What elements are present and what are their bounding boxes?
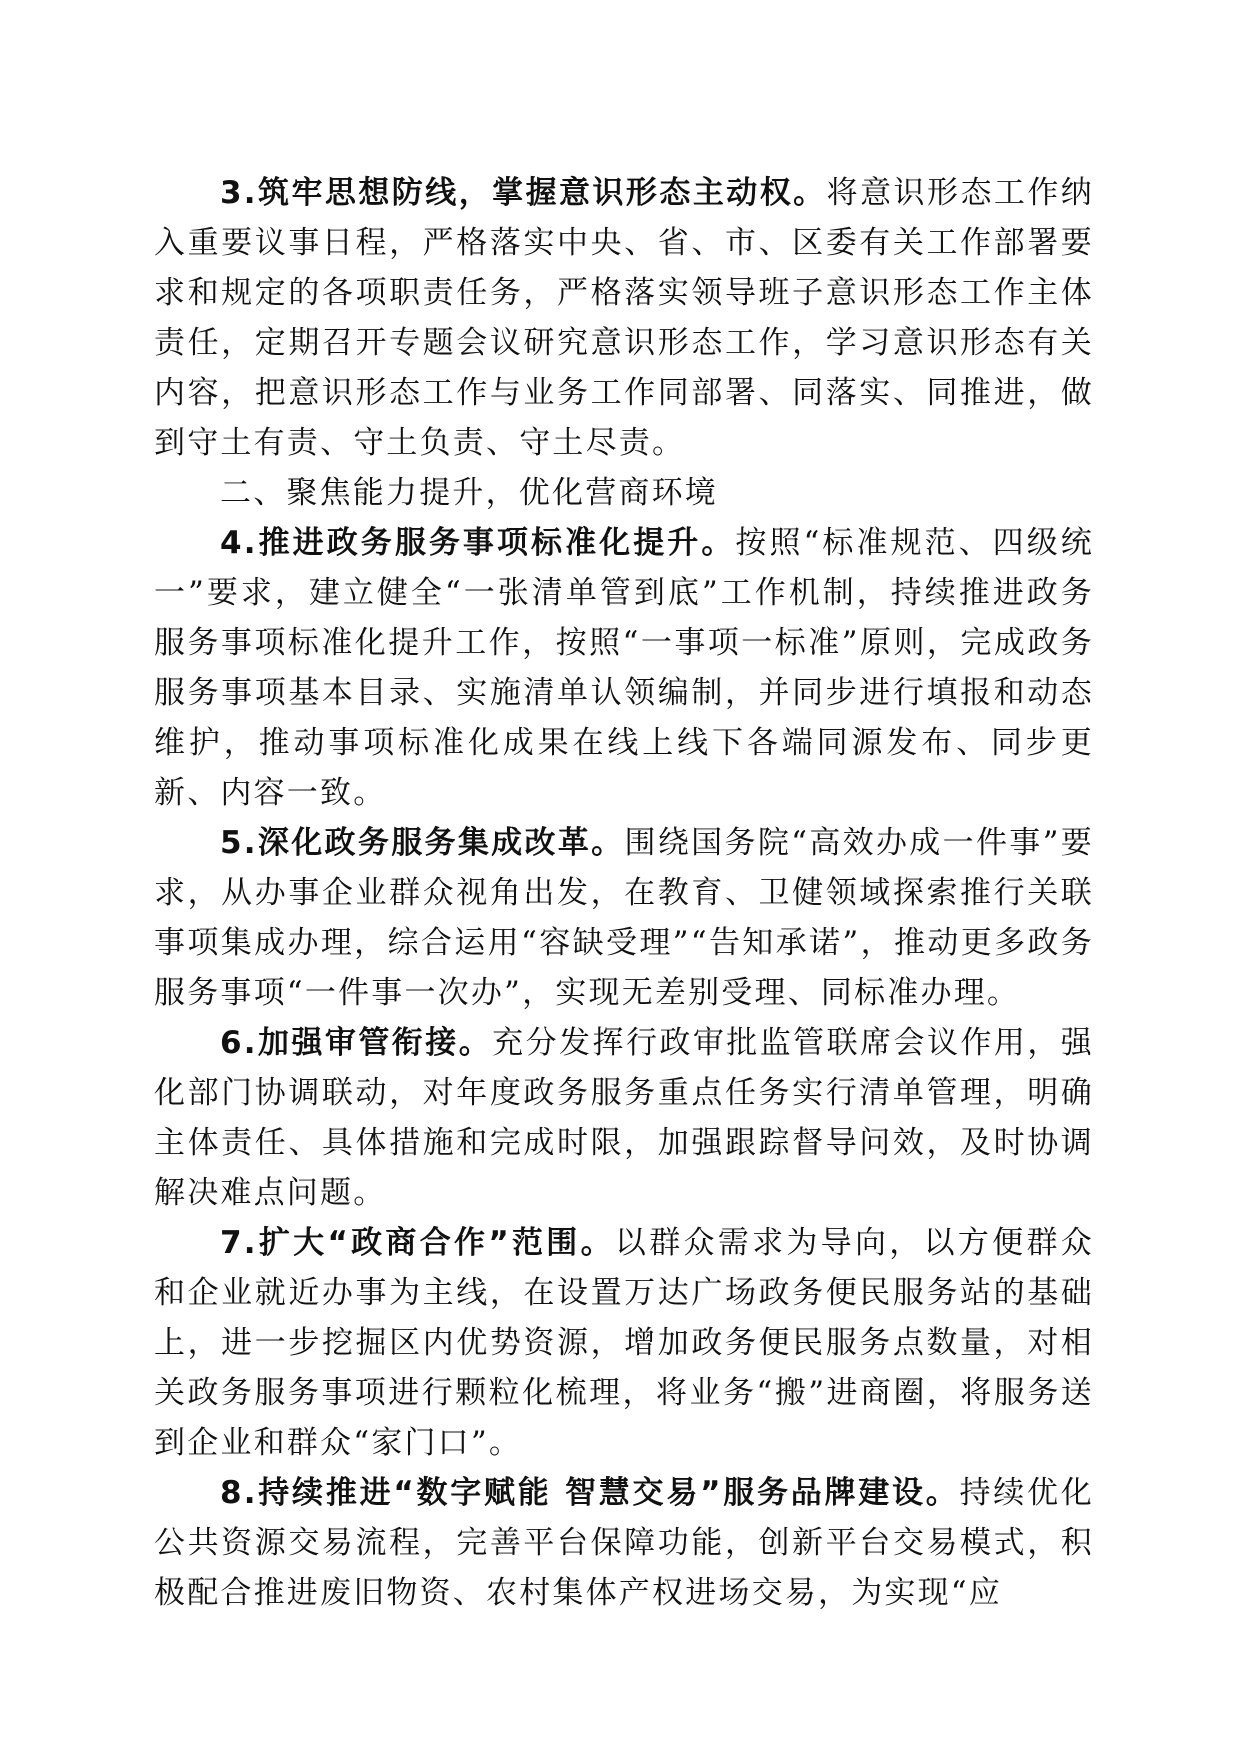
paragraph-6 bbox=[154, 1018, 1094, 1218]
paragraph-5-body: 围绕国务院“高效办成一件事”要求，从办事企业群众视角出发，在教育、卫健领域探索推行关联事项集成办理，综合运用“容缺受理”“告知承诺”，推动更多政务服务事项“一件事一次办”，实现无差别受理、同标准办理。 bbox=[154, 825, 1094, 1011]
paragraph-6-body: 充分发挥行政审批监管联席会议作用，强化部门协调联动，对年度政务服务重点任务实行清单管理，明确主体责任、具体措施和完成时限，加强跟踪督导问效，及时协调解决难点问题。 bbox=[154, 1025, 1094, 1211]
paragraph-5-lead: 5.深化政务服务集成改革。 bbox=[220, 825, 625, 861]
paragraph-4 bbox=[154, 518, 1094, 818]
paragraph-7 bbox=[154, 1218, 1094, 1468]
paragraph-5 bbox=[154, 818, 1094, 1018]
paragraph-3 bbox=[154, 168, 1094, 468]
paragraph-6-lead: 6.加强审管衔接。 bbox=[220, 1025, 493, 1061]
paragraph-3-lead: 3.筑牢思想防线，掌握意识形态主动权。 bbox=[220, 175, 827, 211]
paragraph-4-body: 按照“标准规范、四级统一”要求，建立健全“一张清单管到底”工作机制，持续推进政务服务事项标准化提升工作，按照“一事项一标准”原则，完成政务服务事项基本目录、实施清单认领编制，并同步进行填报和动态维护，推动事项标准化成果在线上线下各端同源发布、同步更新、内容一致。 bbox=[154, 525, 1094, 811]
paragraph-7-body: 以群众需求为导向，以方便群众和企业就近办事为主线，在设置万达广场政务便民服务站的基础上，进一步挖掘区内优势资源，增加政务便民服务点数量，对相关政务服务事项进行颗粒化梳理，将业务“搬”进商圈，将服务送到企业和群众“家门口”。 bbox=[154, 1225, 1094, 1461]
paragraph-4-lead: 4.推进政务服务事项标准化提升。 bbox=[220, 525, 736, 561]
paragraph-8-lead: 8.持续推进“数字赋能 智慧交易”服务品牌建设。 bbox=[220, 1475, 960, 1511]
paragraph-8-body: 持续优化公共资源交易流程，完善平台保障功能，创新平台交易模式，积极配合推进废旧物资、农村集体产权进场交易，为实现“应 bbox=[154, 1475, 1094, 1611]
paragraph-8 bbox=[154, 1468, 1094, 1618]
paragraph-7-lead: 7.扩大“政商合作”范围。 bbox=[220, 1225, 615, 1261]
paragraph-3-body: 将意识形态工作纳入重要议事日程，严格落实中央、省、市、区委有关工作部署要求和规定的各项职责任务，严格落实领导班子意识形态工作主体责任，定期召开专题会议研究意识形态工作，学习意识形态有关内容，把意识形态工作与业务工作同部署、同落实、同推进，做到守土有责、守土负责、守土尽责。 bbox=[154, 175, 1094, 461]
section-heading-2: 二、聚焦能力提升，优化营商环境 bbox=[220, 475, 718, 511]
document-body bbox=[154, 168, 1094, 1618]
